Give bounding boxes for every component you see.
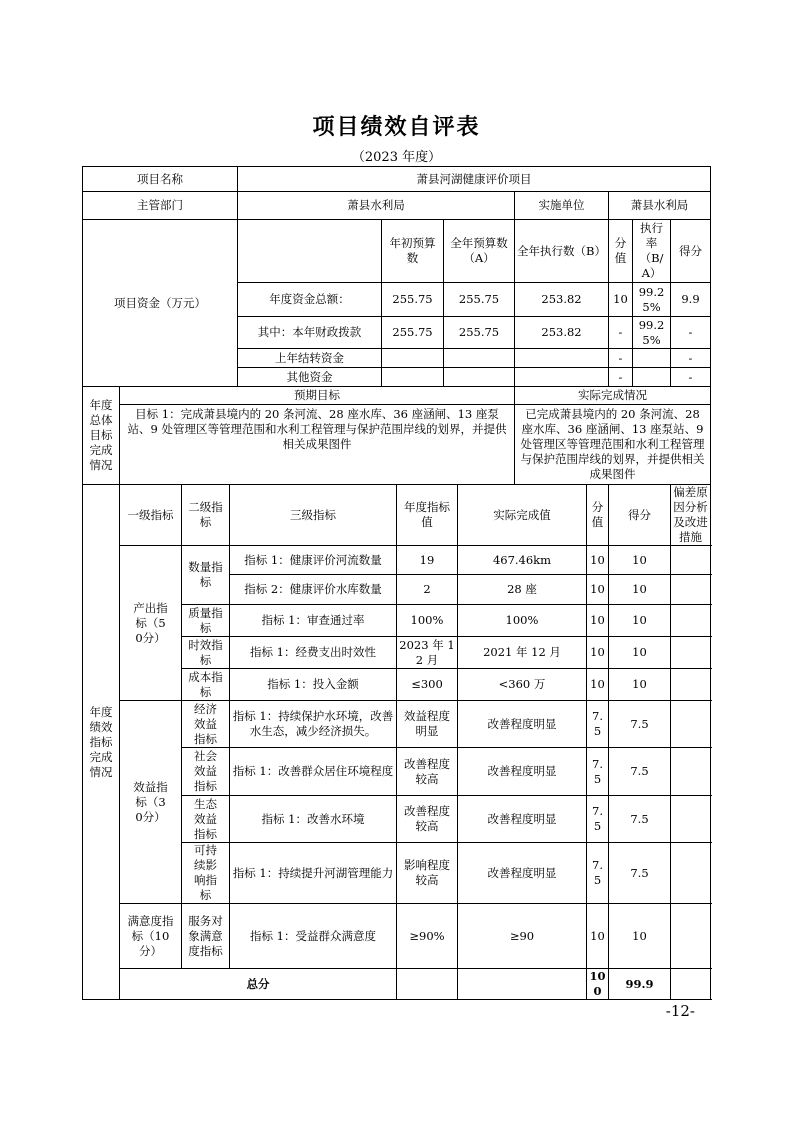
indicator-level3: 指标 1：受益群众满意度	[230, 904, 397, 969]
funds-header-obtained: 得分	[671, 220, 711, 283]
indicator-score: 10	[587, 546, 609, 575]
funds-header-row	[83, 220, 711, 283]
indicator-header-analysis: 偏差原因分析及改进措施	[671, 485, 711, 546]
indicator-obtained: 7.5	[609, 748, 671, 796]
funds-row-label: 其他资金	[238, 368, 382, 387]
goals-header-row	[83, 387, 711, 405]
dept-row	[83, 192, 711, 220]
funds-row-label: 其中：本年财政拨款	[238, 317, 382, 349]
indicator-score: 7.5	[587, 843, 609, 904]
indicator-actual: 改善程度明显	[458, 701, 587, 748]
indicator-level2: 生态效益指标	[182, 796, 230, 843]
funds-cell: 253.82	[515, 317, 609, 349]
total-label: 总分	[120, 969, 397, 1000]
indicator-analysis	[671, 796, 711, 843]
indicator-row	[83, 701, 711, 748]
funds-header-annual: 全年预算数（A）	[444, 220, 515, 283]
page-title: 项目绩效自评表	[312, 114, 481, 140]
indicator-score: 7.5	[587, 796, 609, 843]
total-score: 100	[587, 969, 609, 1000]
indicator-level3: 指标 1：改善群众居住环境程度	[230, 748, 397, 796]
indicator-level3: 指标 1：改善水环境	[230, 796, 397, 843]
funds-header-score: 分值	[609, 220, 633, 283]
funds-cell	[633, 368, 671, 387]
indicator-analysis	[671, 904, 711, 969]
indicator-level3: 指标 1：持续提升河湖管理能力	[230, 843, 397, 904]
indicator-score: 10	[587, 575, 609, 605]
output-group-label: 产出指标（50分）	[120, 546, 182, 701]
indicator-row	[83, 546, 711, 575]
funds-cell: 99.25%	[633, 283, 671, 317]
total-blank	[458, 969, 587, 1000]
satisfaction-group-label: 满意度指标（10分）	[120, 904, 182, 969]
funds-header-initial: 年初预算数	[382, 220, 444, 283]
indicator-analysis	[671, 575, 711, 605]
indicator-actual: ≥90	[458, 904, 587, 969]
indicator-target: 100%	[397, 605, 458, 637]
indicator-obtained: 7.5	[609, 796, 671, 843]
indicator-header-row	[83, 485, 711, 546]
funds-cell	[382, 368, 444, 387]
funds-cell	[633, 349, 671, 368]
funds-cell: 255.75	[382, 283, 444, 317]
funds-cell: 9.9	[671, 283, 711, 317]
indicator-level2: 社会效益指标	[182, 748, 230, 796]
page-subtitle: （2023 年度）	[351, 150, 442, 165]
indicator-level2: 时效指标	[182, 637, 230, 669]
goals-expected-text: 目标 1：完成萧县境内的 20 条河流、28 座水库、36 座涵闸、13 座泵站、9 处管理区等管理范围和水利工程管理与保护范围岸线的划界，并提供相关成果图件	[120, 405, 515, 485]
indicator-target: ≤300	[397, 669, 458, 701]
indicator-analysis	[671, 843, 711, 904]
indicator-level2: 可持续影响指标	[182, 843, 230, 904]
unit-label: 实施单位	[515, 192, 609, 220]
funds-cell: -	[609, 349, 633, 368]
indicator-analysis	[671, 748, 711, 796]
total-blank	[671, 969, 711, 1000]
goals-actual-text: 已完成萧县境内的 20 条河流、28 座水库、36 座涵闸、13 座泵站、9 处管理区等管理范围和水利工程管理与保护范围岸线的划界，并提供相关成果图件	[515, 405, 711, 485]
indicator-level2: 数量指标	[182, 546, 230, 605]
indicator-actual: 28 座	[458, 575, 587, 605]
funds-cell: 99.25%	[633, 317, 671, 349]
funds-cell	[515, 368, 609, 387]
indicator-target: 改善程度较高	[397, 748, 458, 796]
indicator-score: 10	[587, 605, 609, 637]
funds-row-label: 上年结转资金	[238, 349, 382, 368]
indicator-header-level3: 三级指标	[230, 485, 397, 546]
project-name-value: 萧县河湖健康评价项目	[238, 167, 711, 192]
goals-actual-header: 实际完成情况	[515, 387, 711, 405]
indicator-target: 2	[397, 575, 458, 605]
indicator-actual: 467.46km	[458, 546, 587, 575]
indicator-level3: 指标 1：经费支出时效性	[230, 637, 397, 669]
dept-label: 主管部门	[83, 192, 238, 220]
indicator-header-actual: 实际完成值	[458, 485, 587, 546]
indicator-obtained: 10	[609, 637, 671, 669]
indicator-header-level1: 一级指标	[120, 485, 182, 546]
indicator-header-level2: 二级指标	[182, 485, 230, 546]
indicator-obtained: 10	[609, 605, 671, 637]
total-obtained: 99.9	[609, 969, 671, 1000]
project-name-label: 项目名称	[83, 167, 238, 192]
indicator-header-obtained: 得分	[609, 485, 671, 546]
indicator-level2: 服务对象满意度指标	[182, 904, 230, 969]
indicator-actual: 100%	[458, 605, 587, 637]
funds-cell: 255.75	[444, 317, 515, 349]
funds-label: 项目资金（万元）	[83, 220, 238, 387]
goals-expected-header: 预期目标	[120, 387, 515, 405]
indicator-actual: 改善程度明显	[458, 748, 587, 796]
funds-cell: 255.75	[444, 283, 515, 317]
indicator-level2: 成本指标	[182, 669, 230, 701]
indicator-target: 效益程度明显	[397, 701, 458, 748]
indicator-target: 影响程度较高	[397, 843, 458, 904]
indicator-analysis	[671, 669, 711, 701]
indicator-analysis	[671, 637, 711, 669]
indicator-analysis	[671, 605, 711, 637]
indicator-target: 2023 年 12 月	[397, 637, 458, 669]
total-row	[83, 969, 711, 1000]
indicator-level3: 指标 1：投入金额	[230, 669, 397, 701]
indicator-level3: 指标 2：健康评价水库数量	[230, 575, 397, 605]
indicator-obtained: 10	[609, 575, 671, 605]
funds-header-rate: 执行率（B/A）	[633, 220, 671, 283]
indicator-actual: <360 万	[458, 669, 587, 701]
indicator-header-target: 年度指标值	[397, 485, 458, 546]
indicator-level3: 指标 1：持续保护水环境，改善水生态，减少经济损失。	[230, 701, 397, 748]
page-number: -12-	[665, 1002, 695, 1020]
indicator-obtained: 7.5	[609, 843, 671, 904]
funds-cell: 255.75	[382, 317, 444, 349]
indicator-obtained: 10	[609, 904, 671, 969]
funds-cell: -	[671, 349, 711, 368]
indicator-score: 10	[587, 669, 609, 701]
indicator-header-score: 分值	[587, 485, 609, 546]
indicator-analysis	[671, 701, 711, 748]
funds-cell: 10	[609, 283, 633, 317]
goals-content-row	[83, 405, 711, 485]
evaluation-table	[82, 166, 711, 1000]
indicator-row	[83, 904, 711, 969]
funds-header-executed: 全年执行数（B）	[515, 220, 609, 283]
indicator-actual: 改善程度明显	[458, 796, 587, 843]
funds-row-label: 年度资金总额：	[238, 283, 382, 317]
funds-cell	[444, 368, 515, 387]
unit-value: 萧县水利局	[609, 192, 711, 220]
indicator-target: 19	[397, 546, 458, 575]
funds-cell: -	[671, 317, 711, 349]
indicator-level2: 经济效益指标	[182, 701, 230, 748]
funds-cell: -	[609, 317, 633, 349]
indicator-score: 10	[587, 904, 609, 969]
indicator-level2: 质量指标	[182, 605, 230, 637]
indicator-score: 7.5	[587, 748, 609, 796]
indicator-target: ≥90%	[397, 904, 458, 969]
indicators-section-label: 年度绩效指标完成情况	[83, 485, 120, 1000]
total-blank	[397, 969, 458, 1000]
indicator-obtained: 7.5	[609, 701, 671, 748]
funds-cell: -	[609, 368, 633, 387]
indicator-actual: 2021 年 12 月	[458, 637, 587, 669]
indicator-actual: 改善程度明显	[458, 843, 587, 904]
indicator-score: 10	[587, 637, 609, 669]
dept-value: 萧县水利局	[238, 192, 515, 220]
indicator-target: 改善程度较高	[397, 796, 458, 843]
benefit-group-label: 效益指标（30分）	[120, 701, 182, 904]
indicator-analysis	[671, 546, 711, 575]
project-name-row	[83, 167, 711, 192]
funds-cell	[515, 349, 609, 368]
indicator-level3: 指标 1：审查通过率	[230, 605, 397, 637]
indicator-obtained: 10	[609, 546, 671, 575]
goals-label: 年度总体目标完成情况	[83, 387, 120, 485]
indicator-obtained: 10	[609, 669, 671, 701]
funds-cell	[444, 349, 515, 368]
funds-cell: -	[671, 368, 711, 387]
indicator-score: 7.5	[587, 701, 609, 748]
funds-header-blank	[238, 220, 382, 283]
funds-cell	[382, 349, 444, 368]
indicator-level3: 指标 1：健康评价河流数量	[230, 546, 397, 575]
funds-cell: 253.82	[515, 283, 609, 317]
